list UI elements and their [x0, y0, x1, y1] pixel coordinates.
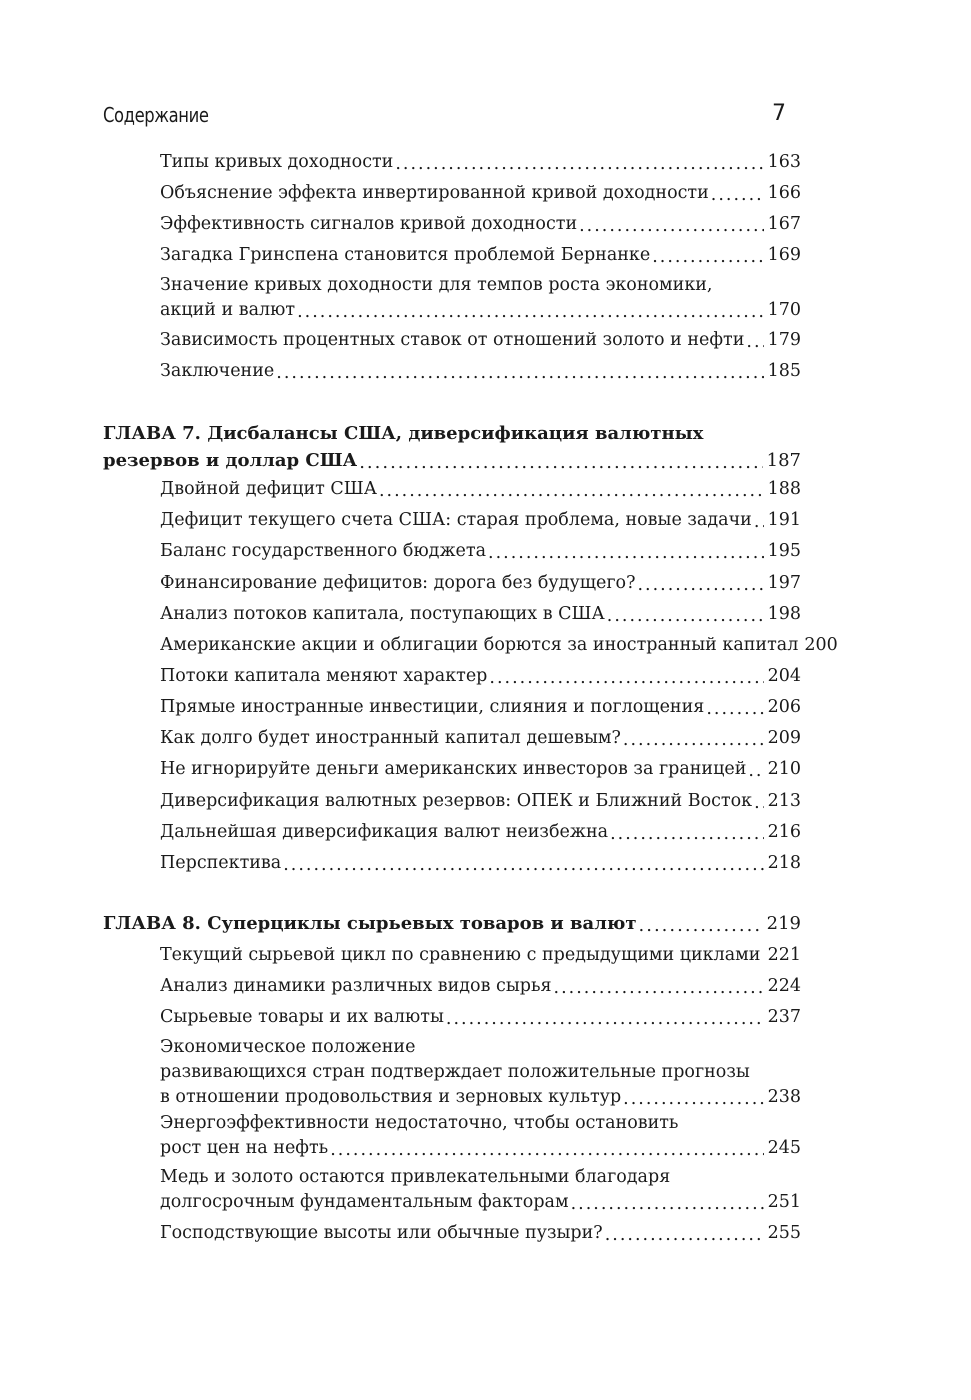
toc-page-number: 167	[767, 214, 801, 234]
toc-entry-title: Американские акции и облигации борются за иностранный капитал	[160, 635, 799, 655]
toc-entry-title: Как долго будет иностранный капитал дешевым?	[160, 728, 621, 748]
toc-entry-title: Анализ потоков капитала, поступающих в США	[160, 604, 605, 624]
toc-page-number: 209	[767, 728, 801, 748]
toc-page-number: 219	[766, 913, 801, 934]
dot-leader	[379, 479, 764, 498]
toc-entry	[160, 359, 801, 384]
toc-entry	[160, 477, 801, 502]
dot-leader	[623, 1087, 763, 1106]
toc-page-number: 191	[767, 510, 801, 530]
dot-leader	[605, 1223, 764, 1242]
toc-entry-title: рост цен на нефть	[160, 1138, 329, 1158]
dot-leader	[330, 1138, 763, 1157]
toc-entry	[160, 974, 801, 999]
toc-entry-title: Перспектива	[160, 853, 282, 873]
dot-leader	[746, 330, 763, 349]
toc-chapter-entry	[103, 910, 801, 937]
toc-page-number: 216	[767, 822, 801, 842]
toc-entry	[160, 602, 801, 627]
toc-entry	[160, 943, 801, 968]
toc-page-number: 170	[767, 300, 801, 320]
toc-entry-title: ГЛАВА 7. Дисбалансы США, диверсификация валютных	[103, 423, 704, 444]
toc-page-number: 187	[766, 450, 801, 471]
toc-entry-title: Прямые иностранные инвестиции, слияния и поглощения	[160, 697, 705, 717]
toc-entry	[160, 726, 801, 751]
dot-leader	[762, 945, 763, 964]
toc-entry	[160, 150, 801, 175]
section-title: Содержание	[103, 103, 209, 127]
dot-leader	[623, 728, 764, 747]
toc-entry-title: Объяснение эффекта инвертированной кривой доходности	[160, 183, 709, 203]
toc-entry-title: Сырьевые товары и их валюты	[160, 1007, 444, 1027]
dot-leader	[637, 573, 763, 592]
toc-page-number: 185	[767, 361, 801, 381]
toc-entry-title: Дальнейшая диверсификация валют неизбежна	[160, 822, 609, 842]
dot-leader	[297, 300, 764, 319]
dot-leader	[639, 912, 763, 932]
toc-entry-title: Текущий сырьевой цикл по сравнению с предыдущими циклами	[160, 945, 761, 965]
toc-entry	[160, 633, 838, 658]
toc-entry	[160, 695, 801, 720]
dot-leader	[748, 759, 763, 778]
toc-entry-title: Потоки капитала меняют характер	[160, 666, 488, 686]
toc-page-number: 204	[767, 666, 801, 686]
toc-entry-title: Зависимость процентных ставок от отношений золото и нефти	[160, 330, 745, 350]
dot-leader	[652, 245, 763, 264]
toc-entry	[160, 243, 801, 268]
toc-page-number: 213	[767, 791, 801, 811]
toc-entry-title: развивающихся стран подтверждает положительные прогнозы	[160, 1062, 750, 1082]
dot-leader	[610, 822, 764, 841]
toc-page-number: 169	[767, 245, 801, 265]
dot-leader	[395, 152, 763, 171]
toc-entry-title: ГЛАВА 8. Суперциклы сырьевых товаров и валют	[103, 913, 637, 934]
toc-entry-title: Баланс государственного бюджета	[160, 541, 487, 561]
toc-entry-title: Экономическое положение	[160, 1037, 416, 1057]
toc-entry-title: Дефицит текущего счета США: старая проблема, новые задачи	[160, 510, 752, 530]
toc-page-number: 221	[767, 945, 801, 965]
toc-entry	[160, 328, 801, 353]
toc-entry-title: Энергоэффективности недостаточно, чтобы остановить	[160, 1113, 679, 1133]
toc-entry-title: Не игнорируйте деньги американских инвесторов за границей	[160, 759, 747, 779]
toc-page-number: 166	[767, 183, 801, 203]
toc-page-number: 197	[767, 573, 801, 593]
toc-entry-title: Финансирование дефицитов: дорога без будущего?	[160, 573, 636, 593]
toc-entry	[160, 181, 801, 206]
toc-entry	[160, 664, 801, 689]
dot-leader	[607, 604, 764, 623]
toc-page-number: 255	[767, 1223, 801, 1243]
toc-entry-title: Эффективность сигналов кривой доходности	[160, 214, 578, 234]
running-head	[103, 101, 786, 131]
toc-entry-title: Диверсификация валютных резервов: ОПЕК и Ближний Восток	[160, 791, 753, 811]
toc-page-number: 195	[767, 541, 801, 561]
dot-leader	[359, 449, 762, 469]
toc-entry	[160, 508, 801, 533]
toc-page-number: 251	[767, 1192, 801, 1212]
toc-entry-title: резервов и доллар США	[103, 450, 358, 471]
toc-page-number: 198	[767, 604, 801, 624]
toc-entry	[160, 1005, 801, 1030]
toc-entry	[160, 212, 801, 237]
toc-entry-title: Медь и золото остаются привлекательными благодаря	[160, 1167, 671, 1187]
toc-entry	[160, 1165, 801, 1215]
toc-page-number: 237	[767, 1007, 801, 1027]
toc-entry	[160, 273, 801, 323]
toc-entry	[160, 539, 801, 564]
toc-entry-title: Двойной дефицит США	[160, 479, 377, 499]
toc-page-number: 200	[804, 635, 838, 655]
toc-entry-title: Значение кривых доходности для темпов роста экономики,	[160, 275, 713, 295]
toc-entry	[160, 757, 801, 782]
toc-entry	[160, 789, 801, 814]
dot-leader	[283, 853, 763, 872]
toc-page-number: 218	[767, 853, 801, 873]
toc-page-number: 188	[767, 479, 801, 499]
dot-leader	[554, 976, 764, 995]
toc-page-number: 238	[767, 1087, 801, 1107]
toc-chapter-entry	[103, 420, 801, 474]
dot-leader	[579, 214, 763, 233]
dot-leader	[488, 541, 764, 560]
toc-entry-title: в отношении продовольствия и зерновых культур	[160, 1087, 622, 1107]
toc-entry	[160, 1035, 801, 1110]
toc-entry	[160, 851, 801, 876]
dot-leader	[276, 361, 763, 380]
toc-page-number: 245	[767, 1138, 801, 1158]
toc-entry	[160, 1221, 801, 1246]
dot-leader	[754, 510, 764, 529]
dot-leader	[489, 666, 763, 685]
toc-page-number: 179	[767, 330, 801, 350]
dot-leader	[446, 1007, 764, 1026]
toc-entry-title: Анализ динамики различных видов сырья	[160, 976, 552, 996]
toc-entry-title: Загадка Гринспена становится проблемой Бернанке	[160, 245, 651, 265]
toc-entry-title: Заключение	[160, 361, 275, 381]
toc-page-number: 206	[767, 697, 801, 717]
toc-page-number: 210	[767, 759, 801, 779]
toc-entry	[160, 820, 801, 845]
dot-leader	[711, 183, 764, 202]
toc-entry-title: акций и валют	[160, 300, 296, 320]
dot-leader	[754, 791, 764, 810]
toc-entry	[160, 571, 801, 596]
toc-entry-title: Господствующие высоты или обычные пузыри?	[160, 1223, 603, 1243]
toc-entry-title: долгосрочным фундаментальным факторам	[160, 1192, 569, 1212]
page-number: 7	[772, 101, 786, 126]
toc-page-number: 163	[767, 152, 801, 172]
dot-leader	[571, 1192, 764, 1211]
toc-entry-title: Типы кривых доходности	[160, 152, 394, 172]
dot-leader	[706, 697, 763, 716]
toc-page-number: 224	[767, 976, 801, 996]
toc-entry	[160, 1111, 801, 1161]
